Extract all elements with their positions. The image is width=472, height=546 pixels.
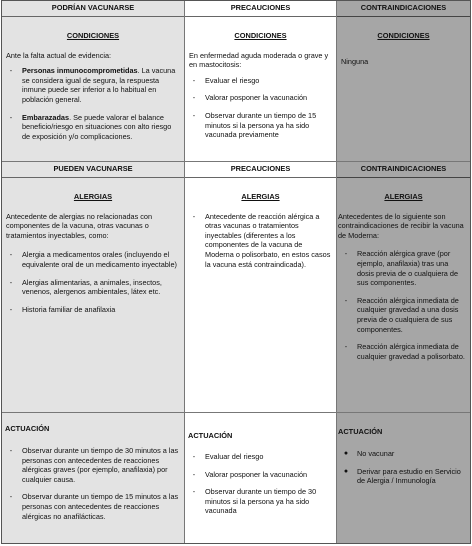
list-item: - Antecedente de reacción alérgica a otras vacunas o tratamientos inyectables (diferentes a los componentes de la vacuna de Moderna o polisorbato, en estos casos la vacuna está contraindicada). <box>185 212 332 270</box>
item-text: Reacción alérgica inmediata de cualquier gravedad a polisorbato. <box>357 342 465 361</box>
list-item: - Alergias alimentarias, a animales, insectos, venenos, alergenos ambientales, látex etc. <box>2 278 180 297</box>
item-text: Antecedente de reacción alérgica a otras vacunas o tratamientos inyectables (diferentes a los componentes de la vacuna de Moderna o polisorbato, en estos casos la vacuna está contraindicada). <box>205 211 331 269</box>
bullet-icon: ● <box>343 467 349 475</box>
action-block <box>185 452 336 524</box>
list-item: - Observar durante un tiempo de 30 minutos a las personas con antecedentes de reacciones alérgicas graves (por ejemplo, anafilaxia) por cualquier causa. <box>2 446 180 484</box>
condition-list <box>2 66 184 141</box>
cell-precauciones-alergias <box>185 162 337 413</box>
subheader: CONDICIONES <box>234 31 287 40</box>
section-title: ACTUACIÓN <box>188 431 233 440</box>
list-item: - Observar durante un tiempo de 15 minutos si la persona ya ha sido vacunada previamente <box>185 111 332 140</box>
intro-text: Antecedente de alergias no relacionadas con componentes de la vacuna, otras vacunas o tratamientos inyectables, como: <box>6 211 153 240</box>
item-text: Evaluar del riesgo <box>205 452 264 461</box>
item-text: Derivar para estudio en Servicio de Alergia / Inmunología <box>357 466 461 486</box>
subheader: CONDICIONES <box>377 31 430 40</box>
column-header: CONTRAINDICACIONES <box>337 1 470 17</box>
list-item: - Personas inmunocomprometidas. La vacuna se considera igual de segura, la respuesta inmune puede ser inferior a lo habitual en población general. <box>9 66 176 104</box>
item-text: Observar durante un tiempo de 30 minutos si la persona ya ha sido vacunada <box>205 487 317 516</box>
column-header: CONTRAINDICACIONES <box>337 162 470 178</box>
cell-actuacion-pueden-vacunarse <box>2 413 185 543</box>
subheader: CONDICIONES <box>66 31 120 40</box>
intro-text: Antecedentes de lo siguiente son contraindicaciones de recibir la vacuna de Moderna: <box>338 211 464 240</box>
cell-contraindicaciones-condiciones <box>337 1 470 162</box>
column-header: PUEDEN VACUNARSE <box>2 162 184 178</box>
list-item: - Historia familiar de anafilaxia <box>2 305 180 315</box>
list-item: - Observar durante un tiempo de 30 minutos si la persona ya ha sido vacunada <box>185 487 332 516</box>
cell-actuacion-contraindicaciones <box>337 413 470 543</box>
item-text: Valorar posponer la vacunación <box>205 469 308 479</box>
item-text: No vacunar <box>357 449 395 458</box>
intro-text: Ante la falta actual de evidencia: <box>6 50 112 60</box>
item-text: Observar durante un tiempo de 15 minutos a las personas con antecedentes de reacciones alérgicas no anafilácticas. <box>22 492 179 521</box>
cell-contraindicaciones-alergias <box>337 162 470 413</box>
precaution-list <box>185 76 336 140</box>
item-text: Observar durante un tiempo de 30 minutos a las personas con antecedentes de reacciones alérgicas graves (por ejemplo, anafilaxia) por cualquier causa. <box>22 446 179 484</box>
list-item: - Evaluar del riesgo <box>185 452 332 462</box>
subheader: ALERGIAS <box>384 192 423 201</box>
item-text: Historia familiar de anafilaxia <box>22 304 116 314</box>
intro-text: Ninguna <box>341 56 369 66</box>
list-item: - Evaluar el riesgo <box>185 76 332 86</box>
precaution-allergy-list <box>185 212 336 270</box>
list-item: - Reacción alérgica inmediata de cualquier gravedad a una dosis previa de o cualquiera de sus componentes. <box>337 296 466 334</box>
bullet-icon: ● <box>343 450 349 457</box>
action-list <box>337 449 470 486</box>
allergy-list <box>2 250 184 314</box>
item-text: Observar durante un tiempo de 15 minutos si la persona ya ha sido vacunada previamente <box>205 110 317 140</box>
column-header: PRECAUCIONES <box>185 162 336 178</box>
list-item: - Valorar posponer la vacunación <box>185 93 332 103</box>
list-item: - Valorar posponer la vacunación <box>185 470 332 480</box>
list-item: - Reacción alérgica grave (por ejemplo, anafilaxia) tras una dosis previa de o cualquiera de sus componentes. <box>337 249 466 287</box>
cell-pueden-vacunarse-alergias <box>2 162 185 413</box>
vaccination-guidance-table <box>1 0 471 544</box>
item-text: Evaluar el riesgo <box>205 75 260 85</box>
column-header: PODRÍAN VACUNARSE <box>2 1 184 17</box>
action-list <box>2 446 184 521</box>
item-text: Reacción alérgica grave (por ejemplo, anafilaxia) tras una dosis previa de o cualquiera de sus componentes. <box>357 249 459 288</box>
section-title: ACTUACIÓN <box>5 424 50 433</box>
list-item: - Observar durante un tiempo de 15 minutos a las personas con antecedentes de reacciones alérgicas no anafilácticas. <box>2 492 180 521</box>
item-text: Reacción alérgica inmediata de cualquier gravedad a una dosis previa de o cualquiera de sus componentes. <box>357 295 459 334</box>
cell-podrian-vacunarse-condiciones <box>2 1 185 162</box>
item-text: . La vacuna se considera igual de segura, la respuesta inmune puede ser inferior a lo habitual en población general. <box>22 66 176 104</box>
cell-actuacion-precauciones <box>185 413 337 543</box>
cell-precauciones-condiciones <box>185 1 337 162</box>
list-item: - Reacción alérgica inmediata de cualquier gravedad a polisorbato. <box>337 342 466 361</box>
list-item: - Embarazadas. Se puede valorar el balance beneficio/riesgo en situaciones con alto riesgo de exposición y/o complicaciones. <box>9 112 172 141</box>
subheader: ALERGIAS <box>241 192 280 201</box>
list-item <box>337 467 466 486</box>
action-block <box>337 449 470 494</box>
item-text: Valorar posponer la vacunación <box>205 93 308 103</box>
item-text: . Se puede valorar el balance beneficio/riesgo en situaciones con alto riesgo de exposición y/o complicaciones. <box>22 112 172 141</box>
subheader: ALERGIAS <box>73 192 113 201</box>
section-title: ACTUACIÓN <box>338 427 383 436</box>
item-bold: Embarazadas <box>22 112 70 122</box>
contraindication-list <box>337 249 470 361</box>
item-text: Alergias alimentarias, a animales, insectos, venenos, alergenos ambientales, látex etc. <box>22 277 162 297</box>
item-bold: Personas inmunocomprometidas <box>22 66 138 76</box>
list-item <box>337 449 466 459</box>
action-list <box>185 452 336 516</box>
column-header: PRECAUCIONES <box>185 1 336 17</box>
intro-text: En enfermedad aguda moderada o grave y en mastocitosis: <box>189 50 329 70</box>
action-block <box>2 446 184 529</box>
list-item: - Alergia a medicamentos orales (incluyendo el equivalente oral de un medicamento inyectable) <box>2 250 180 269</box>
item-text: Alergia a medicamentos orales (incluyendo el equivalente oral de un medicamento inyectable) <box>22 250 177 269</box>
